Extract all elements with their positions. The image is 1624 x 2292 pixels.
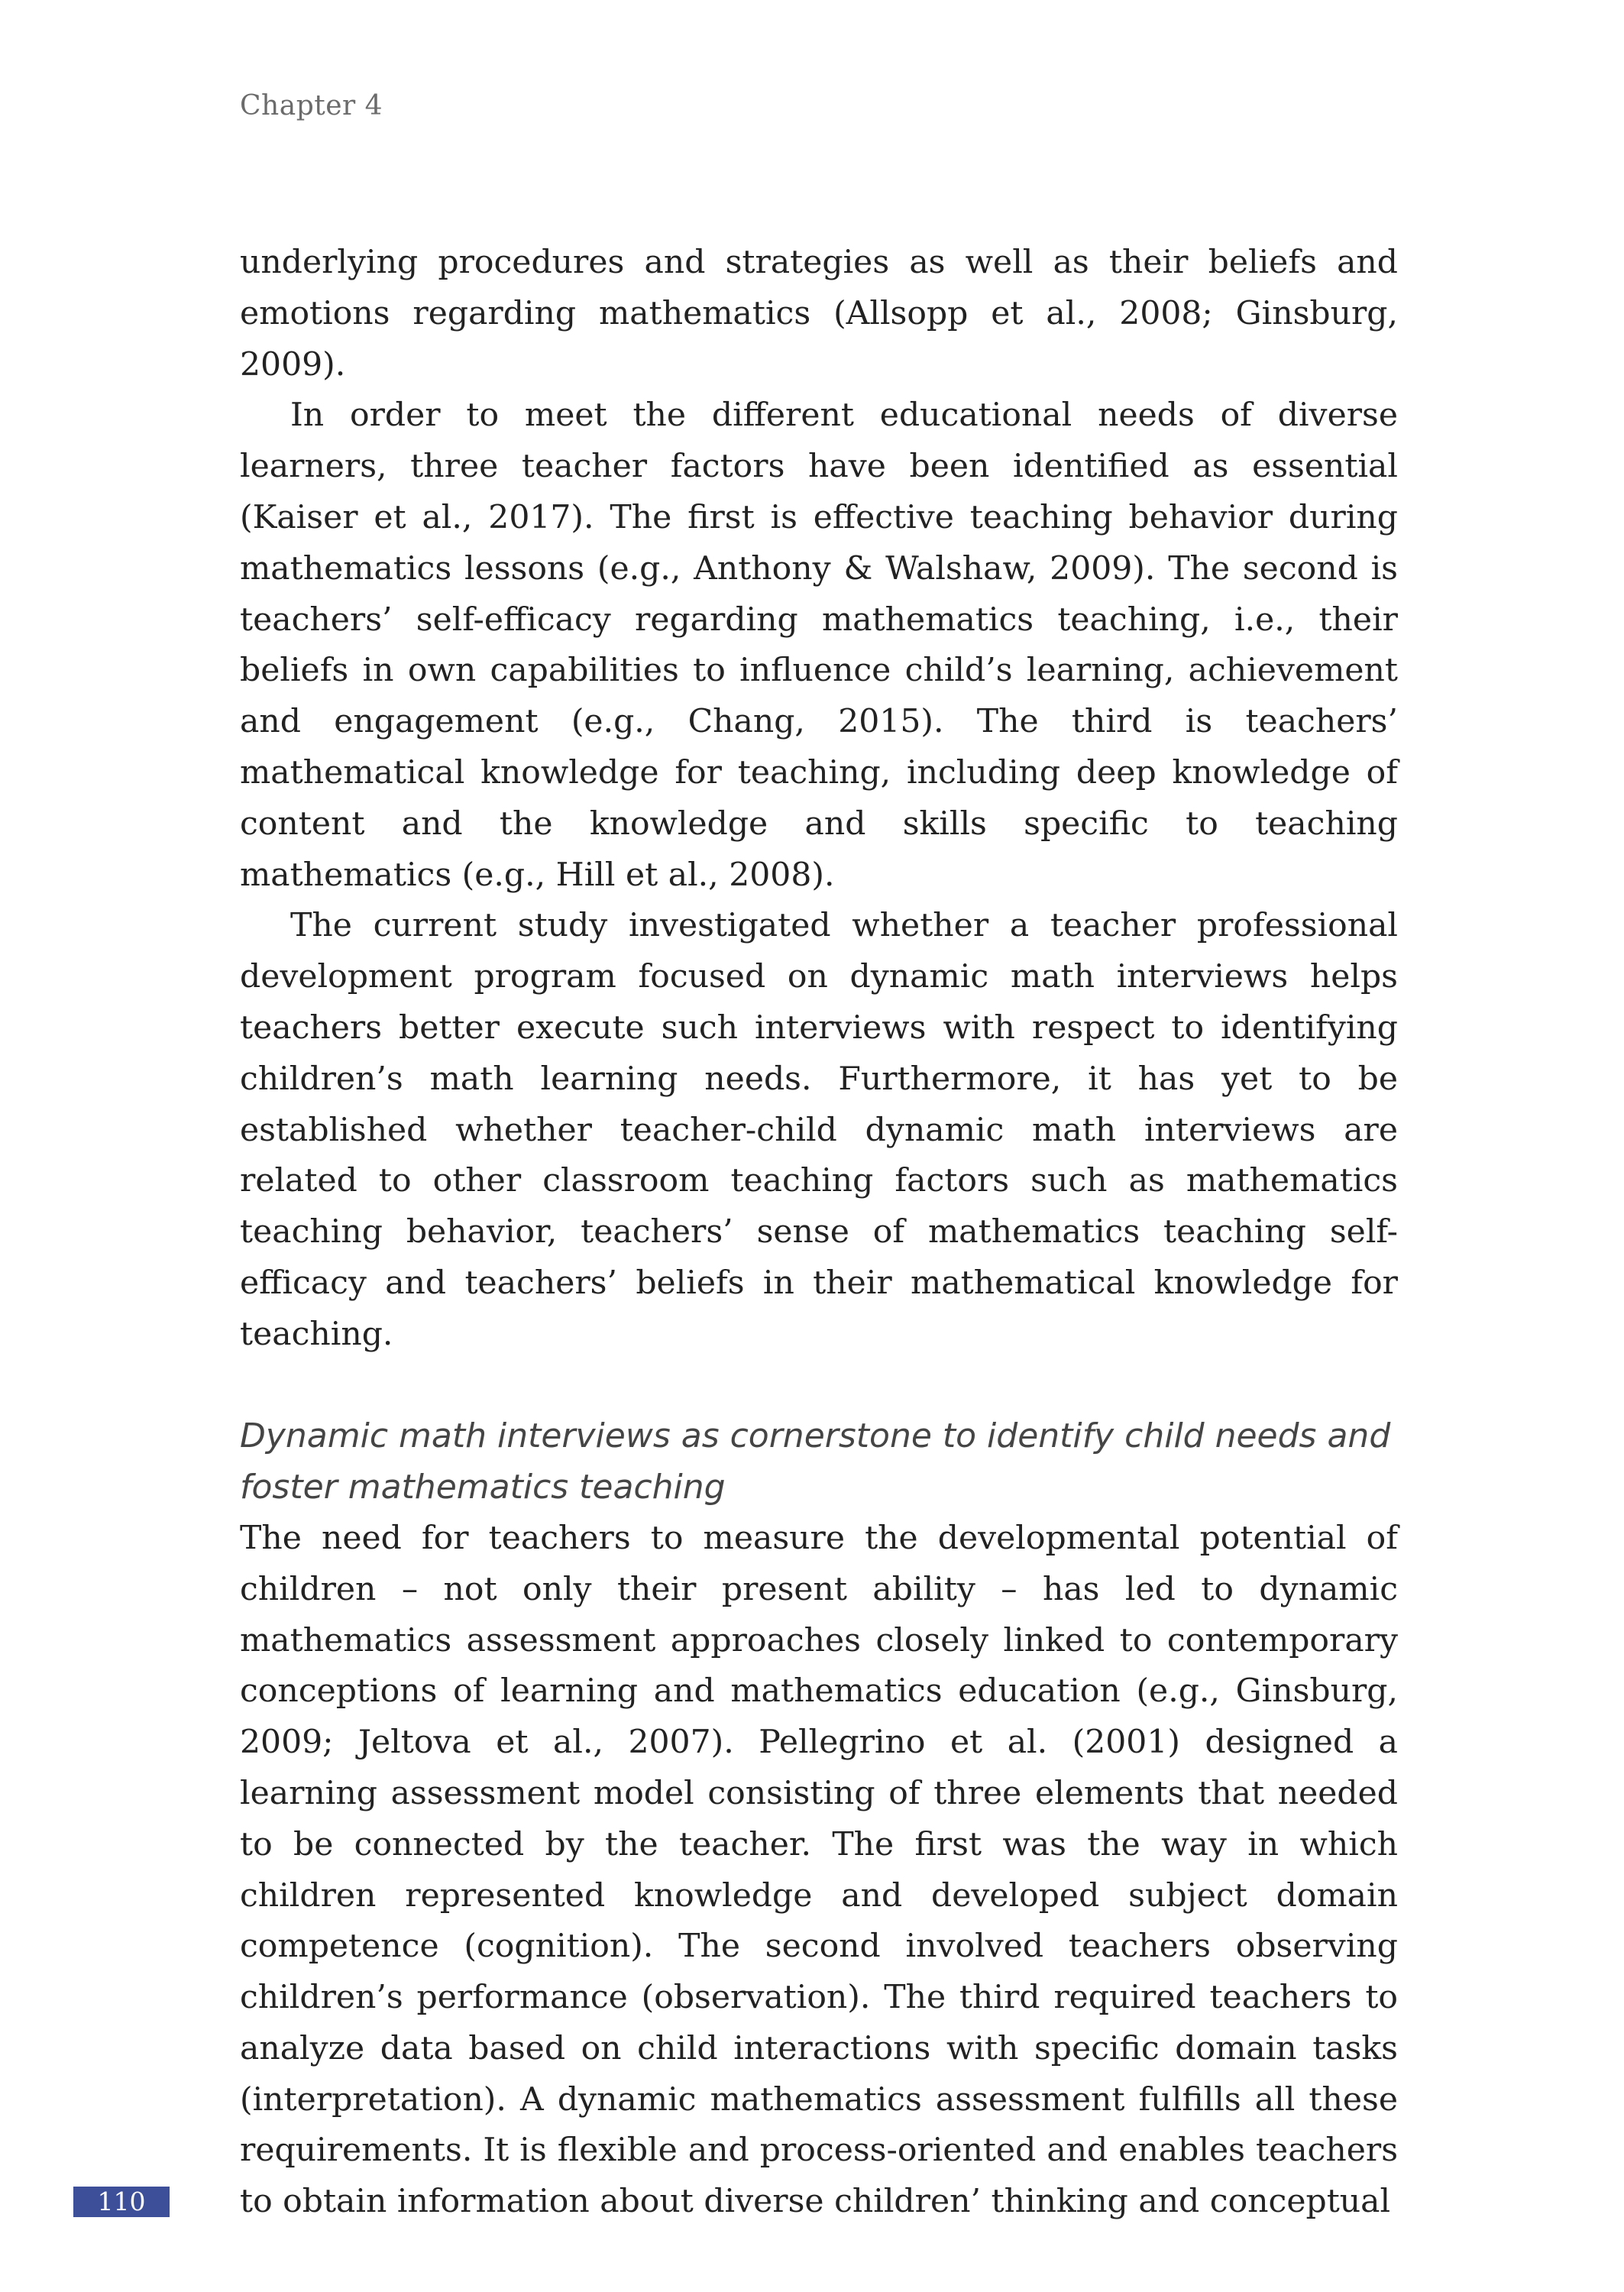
running-head: Chapter 4	[240, 90, 383, 121]
paragraph-continuation: underlying procedures and strategies as well as their beliefs and emotions regarding mathematics (Allsopp et al., 2008; Ginsburg, 2009).	[240, 244, 1398, 384]
section-heading: Dynamic math interviews as cornerstone to identify child needs and foster mathematics teaching	[240, 1416, 1391, 1507]
paragraph-current-study: The current study investigated whether a teacher professional development program focused on dynamic math interviews helps teachers better execute such interviews with respect to identifying children’s math learning needs. Furthermore, it has yet to be established whether teacher-child dynamic math interviews are related to other classroom teaching factors such as mathematics teaching behavior, teachers’ sense of mathematics teaching self-efficacy and teachers’ beliefs in their mathematical knowledge for teaching.	[240, 907, 1398, 1353]
page-number: 110	[73, 2187, 170, 2217]
paragraph-teacher-factors: In order to meet the different educational needs of diverse learners, three teacher factors have been identified as essential (Kaiser et al., 2017). The first is effective teaching behavior during mathematics lessons (e.g., Anthony & Walshaw, 2009). The second is teachers’ self-efficacy regarding mathematics teaching, i.e., their beliefs in own capabilities to influence child’s learning, achievement and engagement (e.g., Chang, 2015). The third is teachers’ mathematical knowledge for teaching, including deep knowledge of content and the knowledge and skills specific to teaching mathematics (e.g., Hill et al., 2008).	[240, 397, 1398, 894]
paragraph-dynamic-assessment: The need for teachers to measure the developmental potential of children – not only their present ability – has led to dynamic mathematics assessment approaches closely linked to contemporary conceptions of learning and mathematics education (e.g., Ginsburg, 2009; Jeltova et al., 2007). Pellegrino et al. (2001) designed a learning assessment model consisting of three elements that needed to be connected by the teacher. The first was the way in which children represented knowledge and developed subject domain competence (cognition). The second involved teachers observing children’s performance (observation). The third required teachers to analyze data based on child interactions with specific domain tasks (interpretation). A dynamic mathematics assessment fulfills all these requirements. It is flexible and process-oriented and enables teachers to obtain information about diverse children’ thinking and conceptual	[240, 1519, 1398, 2221]
body-text	[240, 238, 1398, 2228]
